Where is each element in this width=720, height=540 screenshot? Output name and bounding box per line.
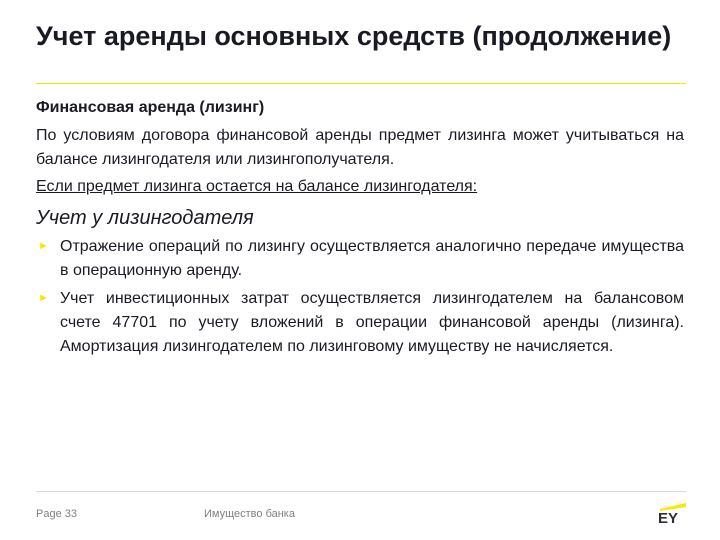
footer-section-label: Имущество банка: [204, 508, 295, 520]
slide-content: [36, 96, 684, 363]
bullet-text: Отражение операций по лизингу осуществляется аналогично передаче имущества в операционную аренду.: [60, 238, 684, 279]
slide-title: Учет аренды основных средств (продолжение): [36, 21, 672, 51]
ey-logo-icon: [656, 500, 688, 524]
subheading: Финансовая аренда (лизинг): [36, 99, 265, 116]
section-heading: Учет у лизингодателя: [36, 207, 254, 229]
intro-paragraph: По условиям договора финансовой аренды предмет лизинга может учитываться на балансе лизингодателя или лизингополучателя.: [36, 127, 684, 168]
triangle-bullet-icon: ►: [38, 240, 49, 252]
condition-text: Если предмет лизинга остается на балансе лизингодателя:: [36, 178, 478, 195]
bullet-item: [36, 235, 684, 283]
bullet-list: [36, 235, 684, 359]
footer-divider: [36, 491, 686, 492]
svg-text:EY: EY: [658, 510, 679, 524]
page-number: Page 33: [36, 508, 77, 520]
bullet-text: Учет инвестиционных затрат осуществляется лизингодателем на балансовом счете 47701 по учету вложений в операции финансовой аренды (лизинга). Амортизация лизингодателем по лизинговому имуществу не начисляется.: [60, 290, 684, 355]
triangle-bullet-icon: ►: [38, 292, 49, 304]
title-divider: [36, 83, 686, 84]
bullet-item: [36, 287, 684, 359]
